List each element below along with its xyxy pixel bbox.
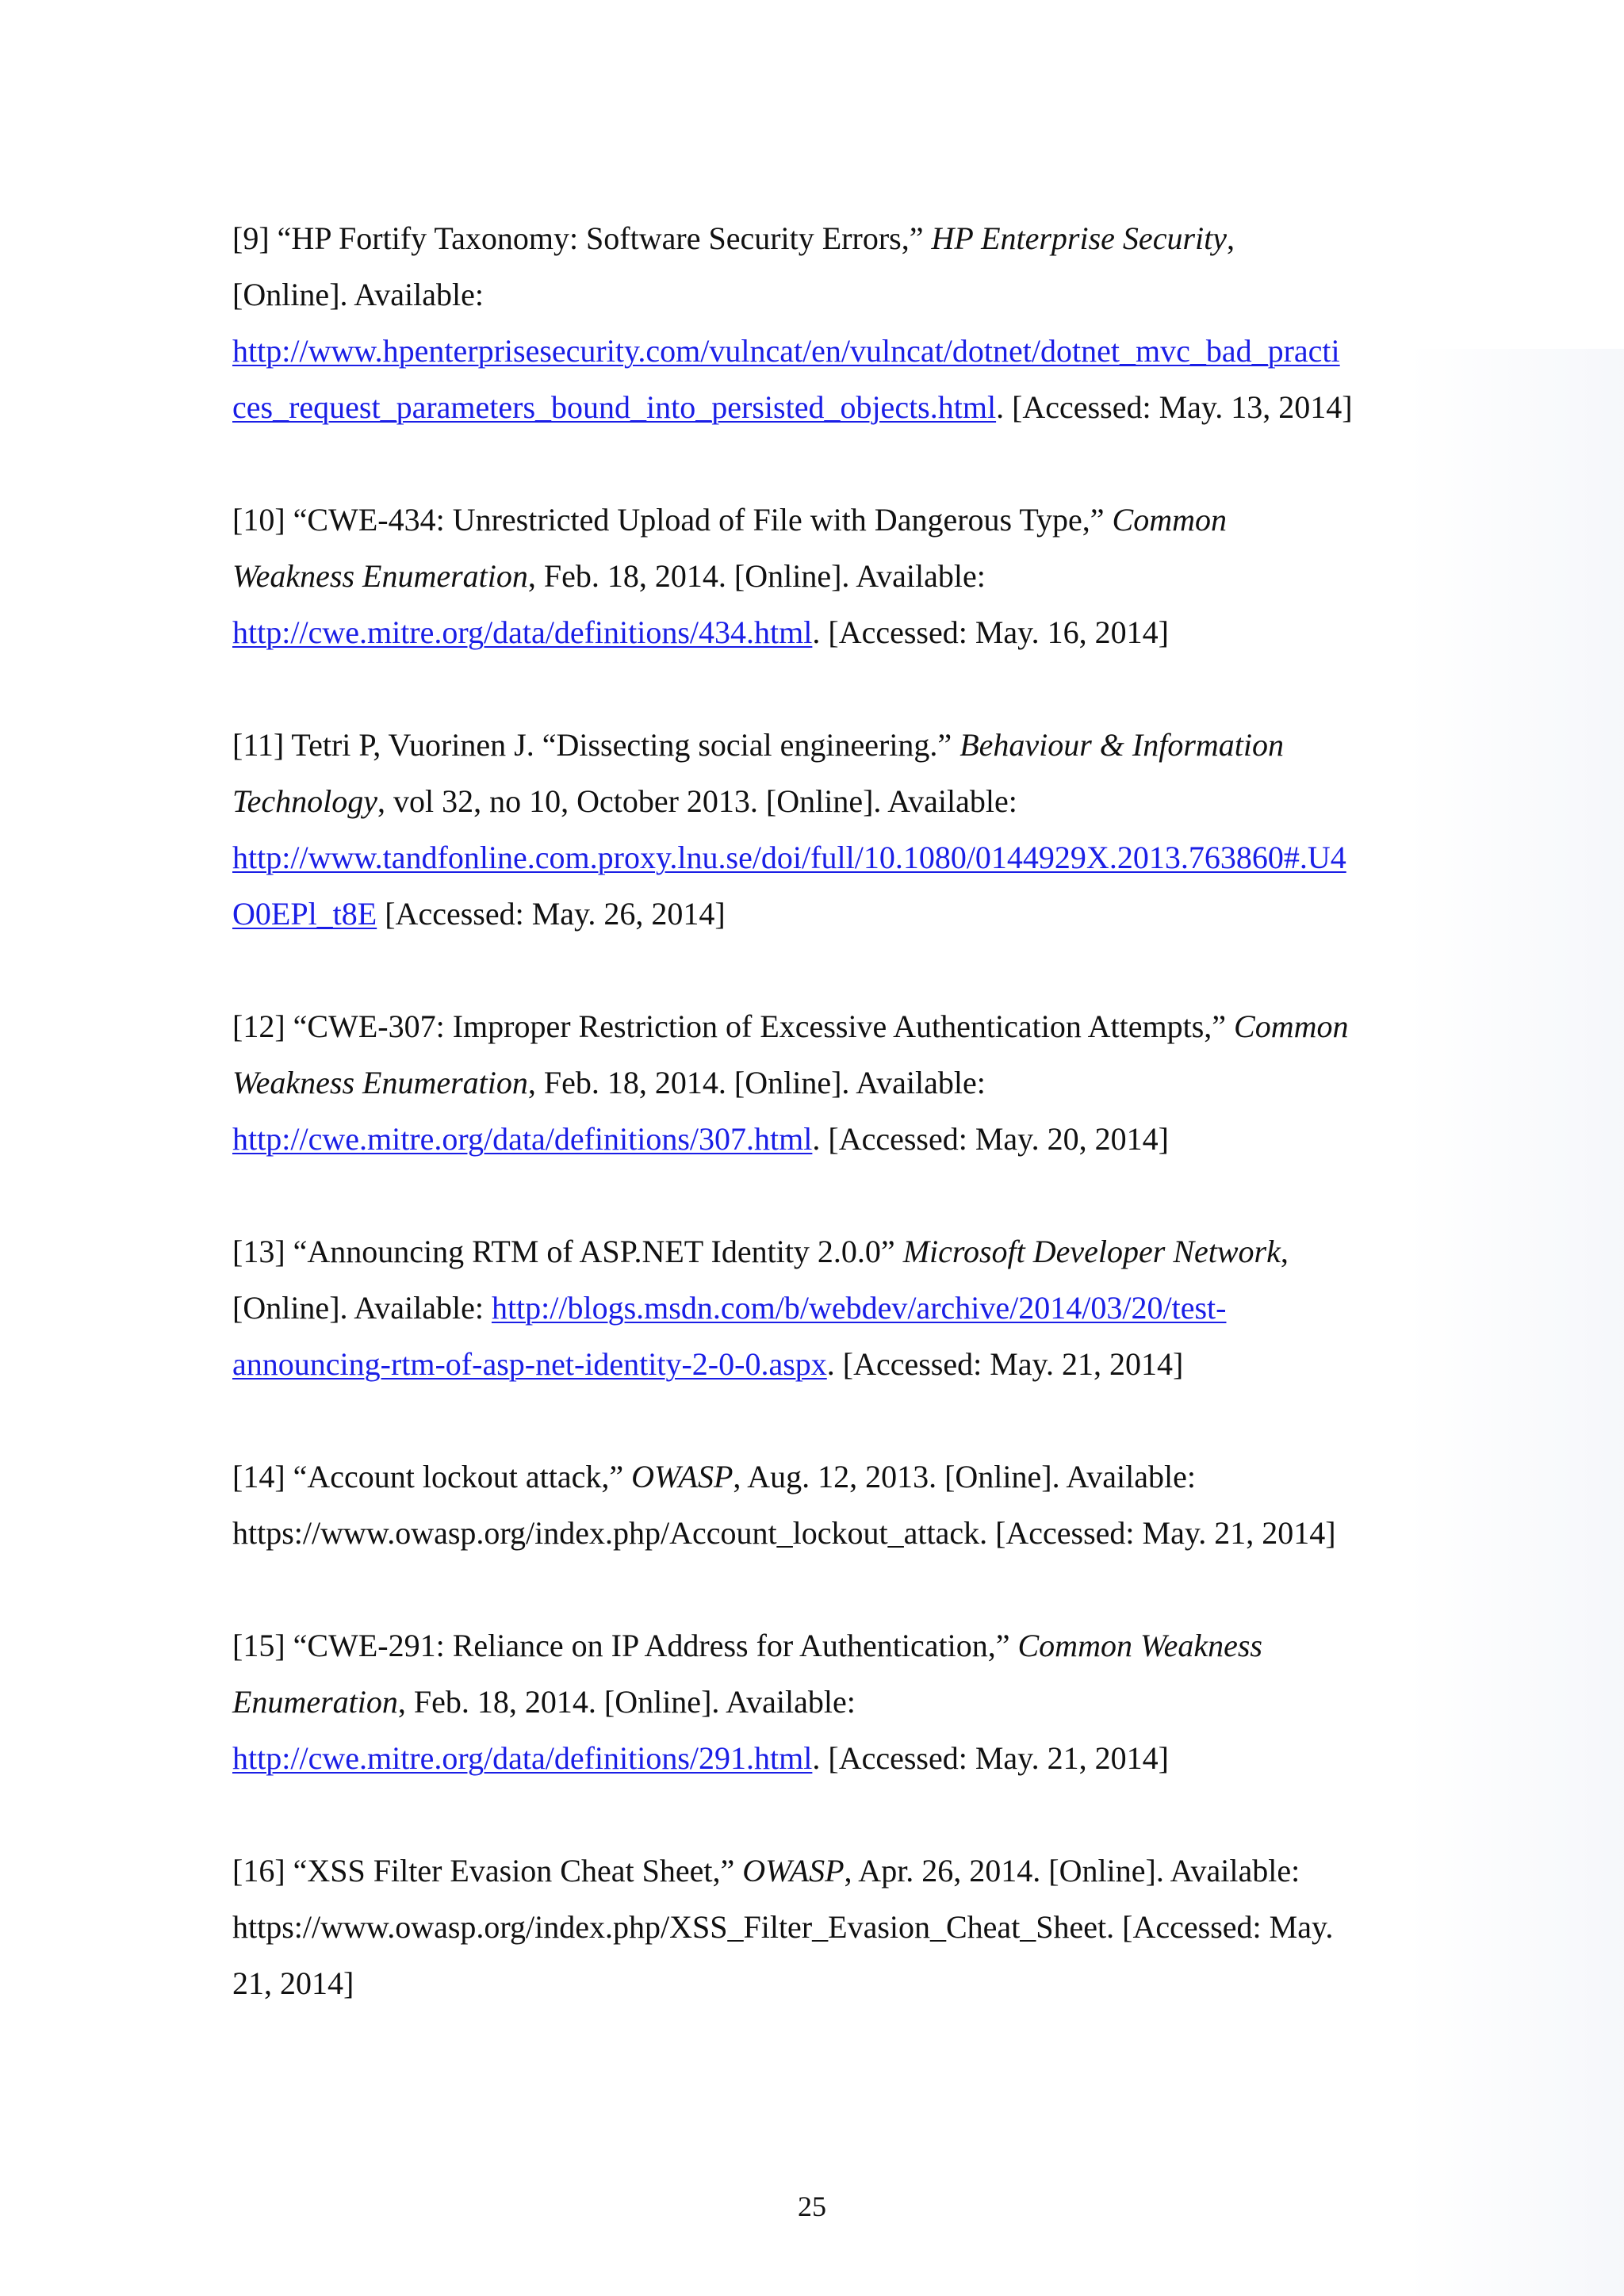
reference-10 [232,492,1406,660]
reference-9-details: , [Online]. Available: [232,220,1235,312]
reference-15-text: [15] “CWE-291: Reliance on IP Address for Authentication,” [232,1628,1018,1663]
reference-10-accessed: . [Accessed: May. 16, 2014] [812,614,1169,650]
reference-16 [232,1843,1406,2011]
reference-16-source: OWASP [742,1853,845,1888]
reference-11-link[interactable]: http://www.tandfonline.com.proxy.lnu.se/doi/full/10.1080/0144929X.2013.763860#.U4 O0EPl_t8E [232,840,1346,932]
reference-10-link[interactable]: http://cwe.mitre.org/data/definitions/434.html [232,614,813,650]
reference-12-source: Common Weakness Enumeration [232,1008,1349,1100]
reference-11-accessed: [Accessed: May. 26, 2014] [377,896,726,932]
reference-9-link[interactable]: http://www.hpenterprisesecurity.com/vulncat/en/vulncat/dotnet/dotnet_mvc_bad_practi ces_request_parameters_bound_into_persisted_objects.html [232,333,1340,425]
reference-13-text: [13] “Announcing RTM of ASP.NET Identity 2.0.0” [232,1234,903,1269]
reference-15-details: , Feb. 18, 2014. [Online]. Available: [397,1684,856,1720]
reference-13-link[interactable]: http://blogs.msdn.com/b/webdev/archive/2014/03/20/test- announcing-rtm-of-asp-net-identity-2-0-0.aspx [232,1290,1227,1382]
reference-14-source: OWASP [631,1459,733,1494]
reference-list [232,210,1406,2068]
reference-13-details: , [Online]. Available: [232,1234,1289,1326]
reference-12-text: [12] “CWE-307: Improper Restriction of Excessive Authentication Attempts,” [232,1008,1235,1044]
reference-14-details: , Aug. 12, 2013. [Online]. Available: https://www.owasp.org/index.php/Account_lockout_attack. [Accessed: May. 21, 2014] [232,1459,1336,1551]
reference-11 [232,717,1406,942]
reference-13-source: Microsoft Developer Network [902,1234,1281,1269]
reference-9 [232,210,1406,435]
reference-14-text: [14] “Account lockout attack,” [232,1459,632,1494]
reference-10-text: [10] “CWE-434: Unrestricted Upload of File with Dangerous Type,” [232,502,1113,538]
reference-10-details: , Feb. 18, 2014. [Online]. Available: [527,558,986,594]
reference-15-link[interactable]: http://cwe.mitre.org/data/definitions/291.html [232,1740,813,1776]
reference-12 [232,998,1406,1167]
reference-12-link[interactable]: http://cwe.mitre.org/data/definitions/307.html [232,1121,813,1157]
reference-9-accessed: . [Accessed: May. 13, 2014] [996,389,1353,425]
reference-16-details: , Apr. 26, 2014. [Online]. Available: https://www.owasp.org/index.php/XSS_Filter_Evasion_Cheat_Sheet. [Accessed: May. 21, 2014] [232,1853,1334,2001]
reference-13 [232,1223,1406,1392]
reference-12-details: , Feb. 18, 2014. [Online]. Available: [527,1065,986,1100]
reference-15 [232,1617,1406,1786]
reference-11-details: , vol 32, no 10, October 2013. [Online]. Available: [377,783,1017,819]
reference-9-source: HP Enterprise Security [931,220,1227,256]
reference-11-source: Behaviour & Information Technology [232,727,1285,819]
reference-15-source: Common Weakness Enumeration [232,1628,1262,1720]
reference-10-source: Common Weakness Enumeration [232,502,1227,594]
reference-13-accessed: . [Accessed: May. 21, 2014] [826,1346,1184,1382]
page-number: 25 [798,2191,826,2222]
reference-12-accessed: . [Accessed: May. 20, 2014] [812,1121,1169,1157]
scan-edge-shading [1408,349,1624,2296]
reference-15-accessed: . [Accessed: May. 21, 2014] [812,1740,1169,1776]
reference-14 [232,1448,1406,1561]
reference-16-text: [16] “XSS Filter Evasion Cheat Sheet,” [232,1853,743,1888]
reference-9-text: [9] “HP Fortify Taxonomy: Software Security Errors,” [232,220,932,256]
reference-11-text: [11] Tetri P, Vuorinen J. “Dissecting social engineering.” [232,727,960,763]
